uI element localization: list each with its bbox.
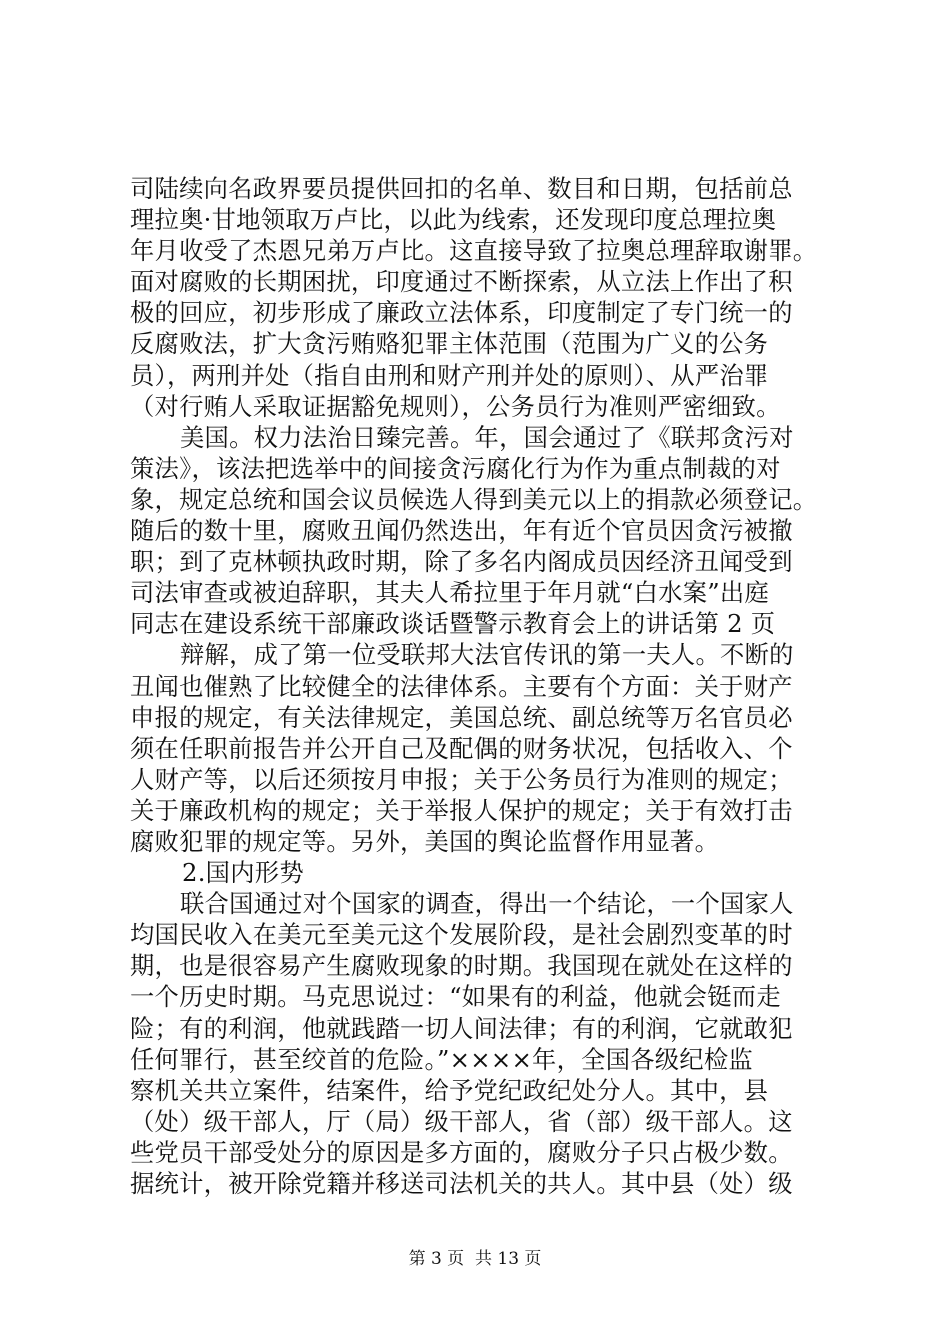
text-line: 丑闻也催熟了比较健全的法律体系。主要有个方面：关于财产 [130,671,793,701]
text-line: 年月收受了杰恩兄弟万卢比。这直接导致了拉奥总理辞取谢罪。 [130,236,818,266]
text-line: 期，也是很容易产生腐败现象的时期。我国现在就处在这样的 [130,951,793,981]
text-line: 极的回应，初步形成了廉政立法体系，印度制定了专门统一的 [130,298,793,328]
text-line: 申报的规定，有关法律规定，美国总统、副总统等万名官员必 [130,702,793,732]
section-heading: 2.国内形势 [182,858,304,888]
text-line: 辩解，成了第一位受联邦大法官传讯的第一夫人。不断的 [180,640,794,670]
document-body [130,173,830,1199]
text-line: 反腐败法，扩大贪污贿赂犯罪主体范围（范围为广义的公务 [130,329,769,359]
text-line: 察机关共立案件，结案件，给予党纪政纪处分人。其中，县 [130,1075,769,1105]
text-line: 险；有的利润，他就践踏一切人间法律；有的利润，它就敢犯 [130,1013,793,1043]
text-line: （处）级干部人，厅（局）级干部人，省（部）级干部人。这 [130,1106,793,1136]
text-line: 人财产等，以后还须按月申报；关于公务员行为准则的规定； [130,764,793,794]
text-line: 一个历史时期。马克思说过：“如果有的利益，他就会铤而走 [130,982,781,1012]
text-line: 任何罪行，甚至绞首的危险。”××××年，全国各级纪检监 [130,1044,753,1074]
page-number: 第 3 页 共 13 页 [408,1249,542,1269]
text-line: 关于廉政机构的规定；关于举报人保护的规定；关于有效打击 [130,795,793,825]
text-line: 联合国通过对个国家的调查，得出一个结论，一个国家人 [180,889,794,919]
text-line: 美国。权力法治日臻完善。年，国会通过了《联邦贪污对 [180,422,794,452]
text-line: 些党员干部受处分的原因是多方面的，腐败分子只占极少数。 [130,1137,793,1167]
text-line: 面对腐败的长期困扰，印度通过不断探索，从立法上作出了积 [130,267,793,297]
text-line: 象，规定总统和国会议员候选人得到美元以上的捐款必须登记。 [130,484,818,514]
text-line: 均国民收入在美元至美元这个发展阶段，是社会剧烈变革的时 [130,920,793,950]
text-line: 职；到了克林顿执政时期，除了多名内阁成员因经济丑闻受到 [130,547,793,577]
text-line: 随后的数十里，腐败丑闻仍然迭出，年有近个官员因贪污被撤 [130,516,793,546]
text-line: 同志在建设系统干部廉政谈话暨警示教育会上的讲话第 2 页 [130,609,776,639]
text-line: （对行贿人采取证据豁免规则），公务员行为准则严密细致。 [130,391,781,421]
text-line: 须在任职前报告并公开自己及配偶的财务状况，包括收入、个 [130,733,793,763]
text-line: 策法》，该法把选举中的间接贪污腐化行为作为重点制裁的对 [130,453,781,483]
text-line: 理拉奥·甘地领取万卢比，以此为线索，还发现印度总理拉奥 [130,205,777,235]
text-line: 腐败犯罪的规定等。另外，美国的舆论监督作用显著。 [130,826,720,856]
text-line: 司陆续向名政界要员提供回扣的名单、数目和日期，包括前总 [130,174,793,203]
text-line: 司法审查或被迫辞职，其夫人希拉里于年月就“白水案”出庭 [130,578,770,608]
text-line: 据统计，被开除党籍并移送司法机关的共人。其中县（处）级 [130,1169,793,1198]
page-footer [0,1248,950,1270]
text-line: 员），两刑并处（指自由刑和财产刑并处的原则）、从严治罪 [130,360,769,390]
